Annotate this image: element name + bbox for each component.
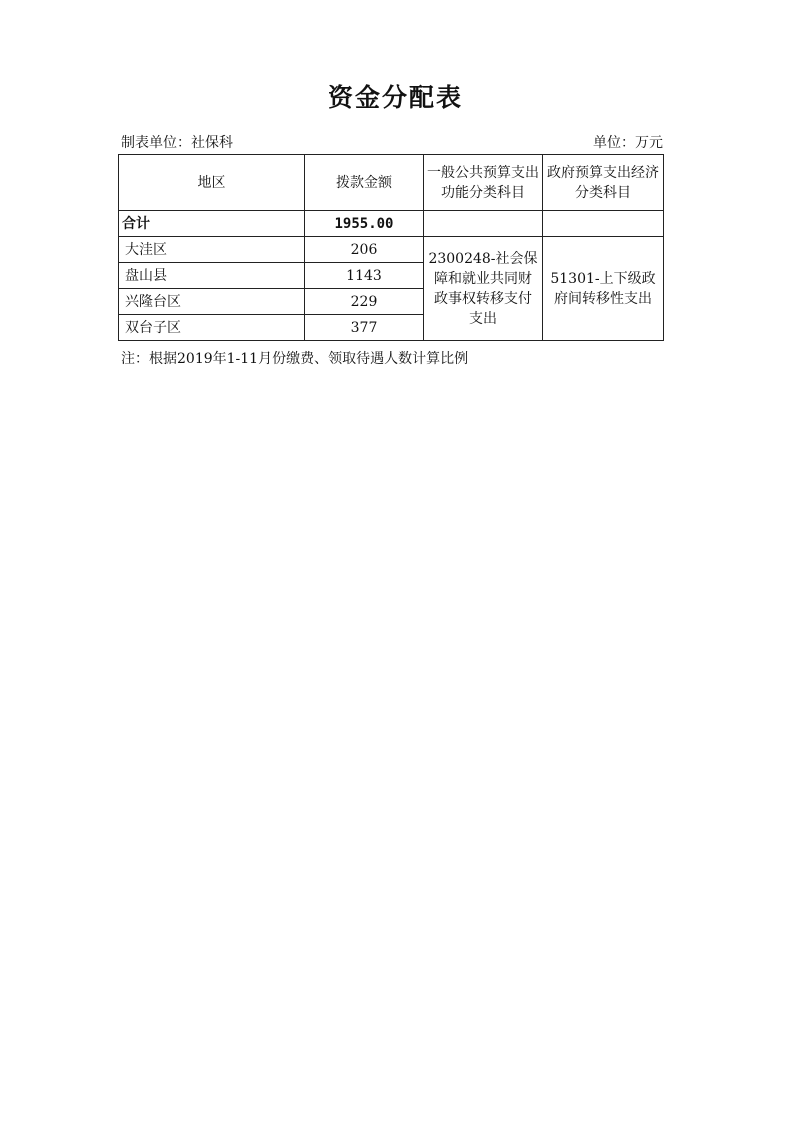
header-function-subject: 一般公共预算支出功能分类科目 (424, 155, 543, 211)
region-cell: 大洼区 (119, 237, 305, 263)
economic-subject-cell: 51301-上下级政府间转移性支出 (543, 237, 664, 341)
header-amount: 拨款金额 (305, 155, 424, 211)
region-cell: 双台子区 (119, 315, 305, 341)
issuer-label: 制表单位：社保科 (121, 135, 233, 151)
amount-cell: 206 (305, 237, 424, 263)
amount-cell: 229 (305, 289, 424, 315)
function-subject-cell: 2300248-社会保障和就业共同财政事权转移支付支出 (424, 237, 543, 341)
total-economic-empty (543, 211, 664, 237)
footnote: 注：根据2019年1-11月份缴费、领取待遇人数计算比例 (121, 351, 469, 367)
header-economic-subject: 政府预算支出经济分类科目 (543, 155, 664, 211)
total-row (119, 211, 664, 237)
table-row (119, 237, 664, 263)
region-cell: 兴隆台区 (119, 289, 305, 315)
amount-cell: 1143 (305, 263, 424, 289)
total-amount: 1955.00 (305, 211, 424, 237)
region-cell: 盘山县 (119, 263, 305, 289)
allocation-table (118, 154, 664, 341)
page-title: 资金分配表 (327, 83, 463, 112)
table-header-row (119, 155, 664, 211)
header-region: 地区 (119, 155, 305, 211)
unit-label: 单位：万元 (593, 135, 663, 151)
total-label: 合计 (119, 211, 305, 237)
amount-cell: 377 (305, 315, 424, 341)
total-function-empty (424, 211, 543, 237)
